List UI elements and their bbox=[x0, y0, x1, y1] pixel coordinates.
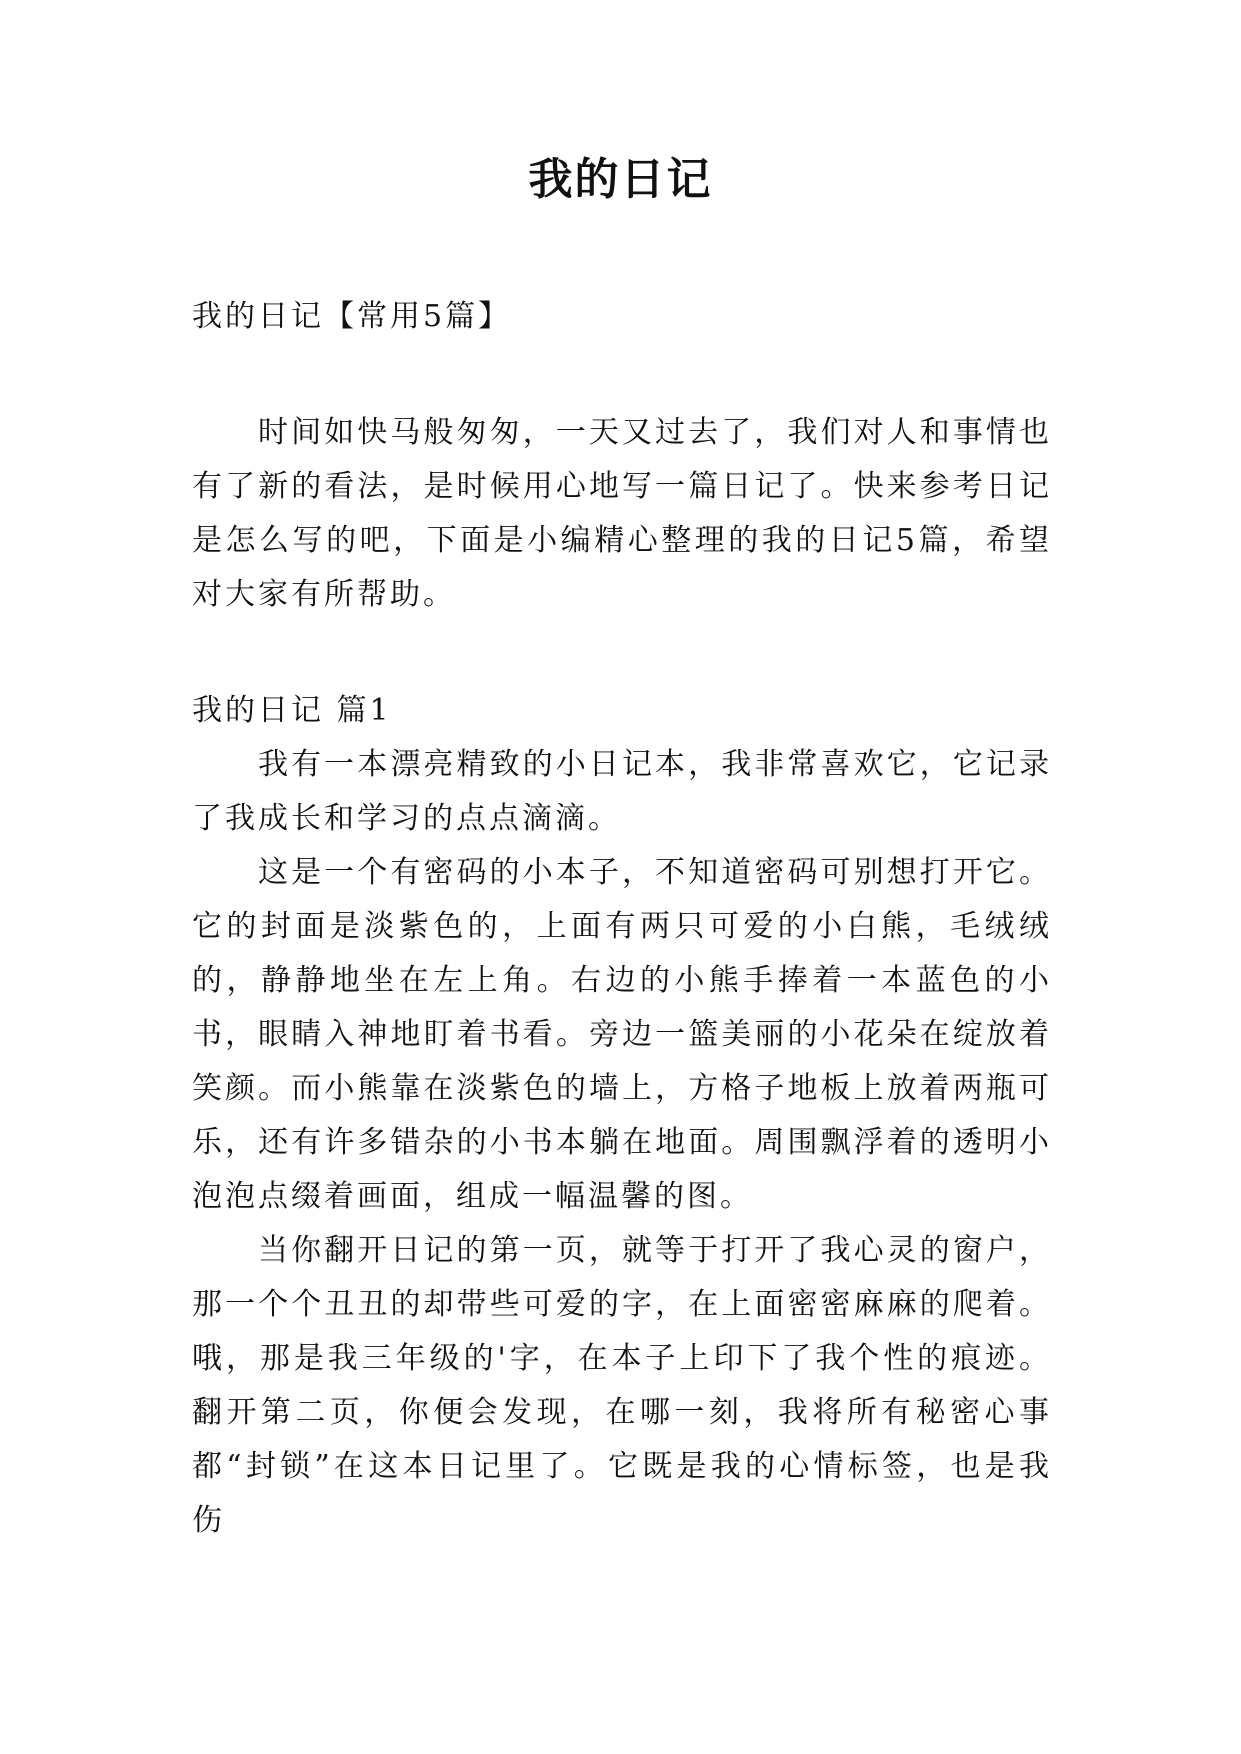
body-paragraph: 这是一个有密码的小本子，不知道密码可别想打开它。它的封面是淡紫色的，上面有两只可爱的小白熊，毛绒绒的，静静地坐在左上角。右边的小熊手捧着一本蓝色的小书，眼睛入神地盯着书看。旁边一篮美丽的小花朵在绽放着笑颜。而小熊靠在淡紫色的墙上，方格子地板上放着两瓶可乐，还有许多错杂的小书本躺在地面。周围飘浮着的透明小泡泡点缀着画面，组成一幅温馨的图。 bbox=[192, 855, 1052, 1214]
body-paragraph: 当你翻开日记的第一页，就等于打开了我心灵的窗户，那一个个丑丑的却带些可爱的字，在上面密密麻麻的爬着。哦，那是我三年级的'字，在本子上印下了我个性的痕迹。翻开第二页，你便会发现，在哪一刻，我将所有秘密心事都“封锁”在这本日记里了。它既是我的心情标签，也是我伤 bbox=[192, 1233, 1052, 1538]
section-heading: 我的日记 篇1 bbox=[192, 693, 392, 728]
document-body bbox=[192, 290, 1052, 1548]
document-title: 我的日记 bbox=[528, 154, 713, 205]
document-subtitle: 我的日记【常用5篇】 bbox=[192, 299, 512, 334]
intro-paragraph: 时间如快马般匆匆，一天又过去了，我们对人和事情也有了新的看法，是时候用心地写一篇日记了。快来参考日记是怎么写的吧，下面是小编精心整理的我的日记5篇，希望对大家有所帮助。 bbox=[192, 415, 1052, 612]
body-paragraph: 我有一本漂亮精致的小日记本，我非常喜欢它，它记录了我成长和学习的点点滴滴。 bbox=[192, 747, 1052, 836]
